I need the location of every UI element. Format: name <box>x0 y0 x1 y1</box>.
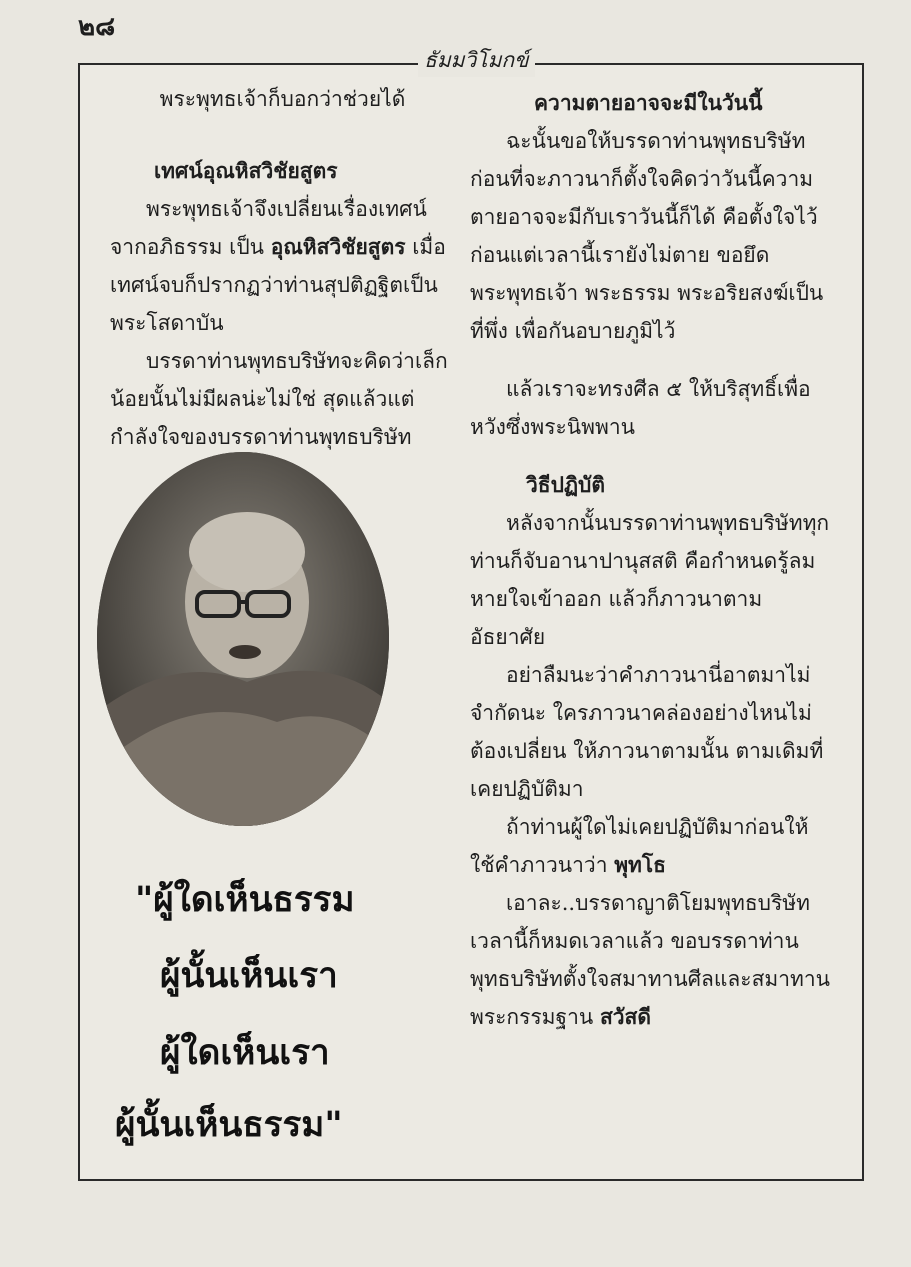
book-title: ธัมมวิโมกข์ <box>418 44 535 77</box>
paragraph: อย่าลืมนะว่าคำภาวนานี่อาตมาไม่จำกัดนะ ใครภาวนาคล่องอย่างไหนไม่ต้องเปลี่ยน ให้ภาวนาตามนั้น ตามเดิมที่เคยปฏิบัติมา <box>470 663 824 801</box>
quote-line: ผู้ใดเห็นเรา <box>160 1033 330 1073</box>
paragraph: แล้วเราจะทรงศีล ๕ ให้บริสุทธิ์เพื่อหวังซึ่งพระนิพพาน <box>470 377 811 439</box>
paragraph: บรรดาท่านพุทธบริษัทจะคิดว่าเล็กน้อยนั้นไม่มีผลน่ะไม่ใช่ สุดแล้วแต่กำลังใจของบรรดาท่านพุทธบริษัท <box>110 349 448 449</box>
paragraph: ถ้าท่านผู้ใดไม่เคยปฏิบัติมาก่อนให้ใช้คำภาวนาว่า พุทโธ <box>470 815 809 877</box>
quote-line: "ผู้ใดเห็นธรรม <box>135 880 355 920</box>
right-column <box>470 84 830 1036</box>
left-column <box>110 80 455 456</box>
quote-line: ผู้นั้นเห็นเรา <box>160 956 338 996</box>
page-number: ๒๘ <box>78 12 116 42</box>
section-heading: เทศน์อุณหิสวิชัยสูตร <box>154 158 338 183</box>
paragraph: ฉะนั้นขอให้บรรดาท่านพุทธบริษัทก่อนที่จะภาวนาก็ตั้งใจคิดว่าวันนี้ความตายอาจจะมีกับเราวันนี้ก็ได้ คือตั้งใจไว้ก่อนแต่เวลานี้เรายังไม่ตาย ขอยึดพระพุทธเจ้า พระธรรม พระอริยสงฆ์เป็นที่พึ่ง เพื่อกันอบายภูมิไว้ <box>470 129 824 343</box>
paragraph: เอาละ..บรรดาญาติโยมพุทธบริษัท เวลานี้ก็หมดเวลาแล้ว ขอบรรดาท่านพุทธบริษัทตั้งใจสมาทานศีลและสมาทานพระกรรมฐาน สวัสดี <box>470 891 831 1029</box>
paragraph: พระพุทธเจ้าก็บอกว่าช่วยได้ <box>159 87 406 111</box>
paragraph: พระพุทธเจ้าจึงเปลี่ยนเรื่องเทศน์จากอภิธรรม เป็น อุณหิสวิชัยสูตร เมื่อเทศน์จบก็ปรากฏว่าท่านสุปติฏฐิตเป็นพระโสดาบัน <box>110 197 446 335</box>
monk-portrait-image <box>97 452 389 826</box>
quote-line: ผู้นั้นเห็นธรรม" <box>115 1105 343 1145</box>
section-heading: วิธีปฏิบัติ <box>526 472 606 497</box>
section-heading: ความตายอาจจะมีในวันนี้ <box>534 90 763 115</box>
paragraph: หลังจากนั้นบรรดาท่านพุทธบริษัททุกท่านก็จับอานาปานุสสติ คือกำหนดรู้ลมหายใจเข้าออก แล้วก็ภาวนาตามอัธยาศัย <box>470 511 830 649</box>
